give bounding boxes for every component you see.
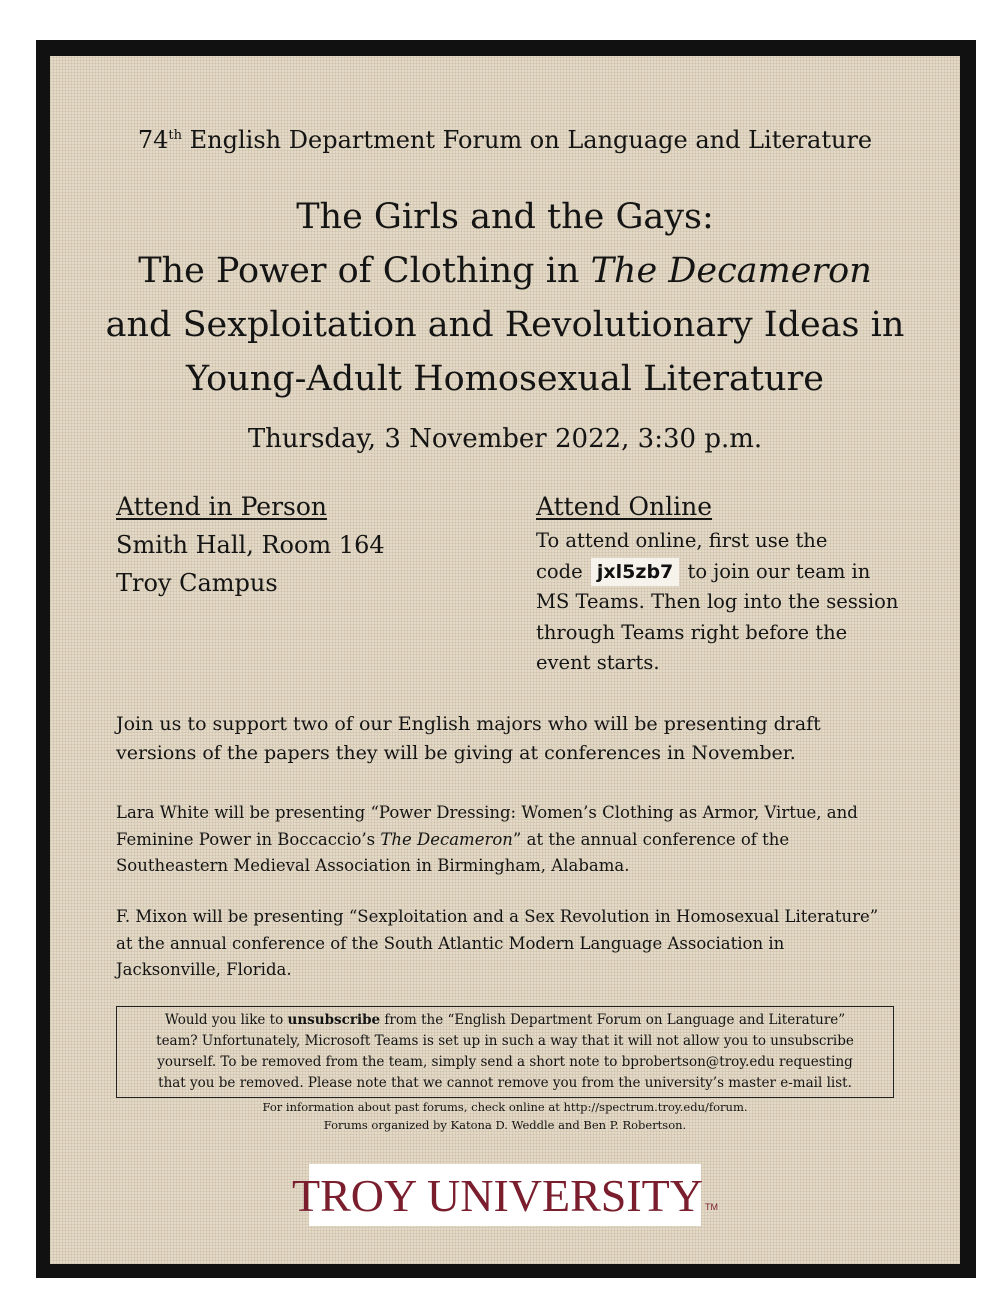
- lara-italic-title: The Decameron: [380, 829, 513, 849]
- unsub-pre: Would you like to: [164, 1012, 288, 1028]
- title-line-1: The Girls and the Gays:: [296, 197, 714, 237]
- join-line-2: versions of the papers they will be giving at conferences in November.: [116, 742, 796, 764]
- lara-line-3: Southeastern Medieval Association in Birmingham, Alabama.: [116, 856, 630, 875]
- footer-organizers: Forums organized by Katona D. Weddle and Ben P. Robertson.: [323, 1118, 687, 1132]
- forum-number-suffix: th: [168, 128, 183, 143]
- lara-line-2-end: ” at the annual conference of the: [512, 829, 790, 849]
- unsub-line-4: that you be removed. Please note that we cannot remove you from the university’s master e-mail list.: [158, 1075, 852, 1091]
- title-line-3: and Sexploitation and Revolutionary Ideas in: [105, 305, 905, 345]
- join-line-1: Join us to support two of our English majors who will be presenting draft: [116, 713, 821, 735]
- code-label: code: [536, 559, 583, 583]
- forum-name: English Department Forum on Language and Literature: [182, 126, 873, 154]
- footer-past-forums[interactable]: For information about past forums, check online at http://spectrum.troy.edu/forum.: [262, 1100, 748, 1114]
- unsub-bold: unsubscribe: [287, 1012, 381, 1028]
- team-code[interactable]: jxl5zb7: [591, 558, 679, 586]
- event-date: Thursday, 3 November 2022, 3:30 p.m.: [247, 424, 763, 454]
- lara-line-1: Lara White will be presenting “Power Dressing: Women’s Clothing as Armor, Virtue, and: [116, 803, 858, 822]
- title-line-2: [50, 244, 960, 298]
- online-line-5: event starts.: [536, 651, 660, 674]
- title-line-4: Young-Adult Homosexual Literature: [186, 359, 824, 399]
- code-suffix: to join our team in: [687, 559, 871, 583]
- online-instructions: [536, 526, 916, 679]
- mixon-paragraph: [116, 904, 906, 984]
- unsub-line-2: team? Unfortunately, Microsoft Teams is set up in such a way that it will not allow you to unsubscribe: [156, 1033, 854, 1049]
- lara-line-2-text: Feminine Power in Boccaccio’s: [116, 829, 381, 849]
- online-heading: Attend Online: [536, 492, 713, 521]
- unsub-line-3[interactable]: yourself. To be removed from the team, simply send a short note to bprobertson@troy.edu requesting: [157, 1054, 853, 1070]
- attend-online: [536, 490, 916, 679]
- online-line-4: through Teams right before the: [536, 620, 848, 644]
- in-person-location: Smith Hall, Room 164: [116, 531, 385, 559]
- online-line-2: [536, 557, 916, 588]
- mixon-line-2: at the annual conference of the South Atlantic Modern Language Association in: [116, 933, 785, 953]
- mixon-line-3: Jacksonville, Florida.: [116, 960, 292, 979]
- in-person-heading: Attend in Person: [116, 492, 328, 521]
- troy-university-logo: [292, 1164, 718, 1226]
- online-line-3: MS Teams. Then log into the session: [536, 590, 899, 613]
- mixon-line-1: F. Mixon will be presenting “Sexploitation and a Sex Revolution in Homosexual Literature”: [116, 907, 879, 926]
- forum-title: [50, 126, 960, 154]
- logo-wordmark: TROY UNIVERSITY: [292, 1169, 703, 1221]
- lara-paragraph: [116, 800, 906, 880]
- join-paragraph: [116, 710, 906, 768]
- unsubscribe-notice: [116, 1006, 894, 1098]
- title-line-2-italic: The Decameron: [590, 251, 872, 291]
- in-person-campus: Troy Campus: [116, 569, 278, 597]
- attend-in-person: [116, 490, 496, 602]
- forum-number: 74: [137, 126, 169, 154]
- event-title: [50, 190, 960, 406]
- unsub-post: from the “English Department Forum on Language and Literature”: [380, 1012, 846, 1028]
- logo-trademark: TM: [705, 1202, 718, 1212]
- title-line-2-text: The Power of Clothing in: [138, 251, 591, 291]
- online-line-1: To attend online, first use the: [536, 529, 828, 552]
- unsub-line-1: [125, 1010, 885, 1031]
- lara-line-2: [116, 827, 906, 854]
